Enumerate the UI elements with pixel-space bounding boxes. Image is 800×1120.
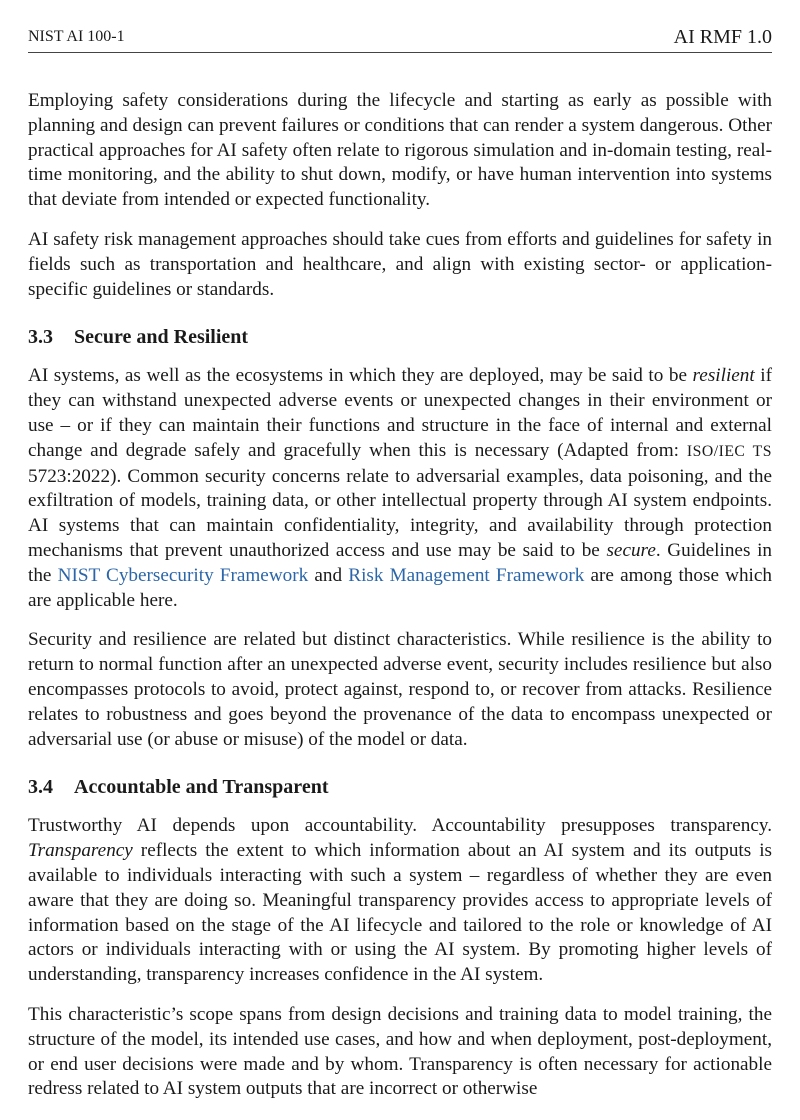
text-run: reflects the extent to which information about an AI system and its outputs is available to individuals interacting with such a system – regardless of whether they are even aware that they are doing so. Meaningful transparency provides access to appropriate levels of information based on the stage of the AI lifecycle and tailored to the role or knowledge of AI actors or individuals interacting with or using the AI system. By promoting higher levels of understanding, transparency increases confidence in the AI system. [28, 840, 772, 986]
term-secure: secure [606, 539, 656, 561]
term-resilient: resilient [692, 365, 755, 387]
running-header [28, 26, 772, 53]
section-title: Secure and Resilient [74, 326, 249, 349]
text-run: and [308, 564, 349, 586]
page-body [28, 89, 772, 1117]
text-run: AI systems, as well as the ecosystems in which they are deployed, may be said to be [28, 365, 693, 387]
document-id: NIST AI 100-1 [28, 28, 125, 45]
text-run: Trustworthy AI depends upon accountability. Accountability presupposes transparency. [28, 815, 772, 837]
text-run: 5723:2022). Common security concerns relate to adversarial examples, data poisoning, and the exfiltration of models, training data, or other intellectual property through AI system endpoints. AI systems that can maintain confidentiality, integrity, and availability through protection mechanisms that prevent unauthorized access and use may be said to be [28, 465, 772, 561]
paragraph-transparency-scope: This characteristic’s scope spans from design decisions and training data to model training, the structure of the model, its intended use cases, and how and when deployment, post-deployment, or end user decisions were made and by whom. Transparency is often necessary for actionable redress related to AI system outputs that are incorrect or otherwise [28, 1003, 772, 1100]
text-run: are among those which are applicable here. [28, 564, 772, 611]
paragraph-resilience-definition [28, 364, 772, 613]
paragraph-security-vs-resilience: Security and resilience are related but distinct characteristics. While resilience is the ability to return to normal function after an unexpected adverse event, security includes resilience but also encompasses protocols to avoid, protect against, respond to, or recover from attacks. Resilience relates to robustness and goes beyond the provenance of the data to encompass unexpected or adversarial use (or abuse or misuse) of the model or data. [28, 629, 772, 750]
paragraph-safety-lifecycle: Employing safety considerations during the lifecycle and starting as early as possible with planning and design can prevent failures or conditions that can render a system dangerous. Other practical approaches for AI safety often relate to rigorous simulation and in-domain testing, real-time monitoring, and the ability to shut down, modify, or have human intervention into systems that deviate from intended or expected functionality. [28, 90, 772, 211]
document-title: AI RMF 1.0 [673, 26, 772, 48]
section-number: 3.3 [28, 326, 53, 349]
section-heading-secure-resilient [28, 324, 772, 350]
text-run: if they can withstand unexpected adverse events or unexpected changes in their environment or use – or if they can maintain their functions and structure in the face of internal and external change and degrade safely and gracefully when this is necessary (Adapted from: [28, 365, 772, 461]
section-number: 3.4 [28, 776, 53, 799]
section-heading-accountable-transparent [28, 774, 772, 800]
link-nist-cybersecurity-framework[interactable]: NIST Cybersecurity Framework [57, 564, 309, 586]
standard-reference: ISO/IEC TS [686, 442, 772, 460]
paragraph-safety-risk-management: AI safety risk management approaches should take cues from efforts and guidelines for safety in fields such as transportation and healthcare, and align with existing sector- or application-specific guidelines or standards. [28, 228, 772, 300]
link-risk-management-framework[interactable]: Risk Management Framework [348, 564, 585, 586]
term-transparency: Transparency [28, 840, 133, 862]
text-run: . Guidelines in the [28, 539, 772, 586]
paragraph-accountability [28, 814, 772, 988]
section-title: Accountable and Transparent [74, 776, 329, 799]
